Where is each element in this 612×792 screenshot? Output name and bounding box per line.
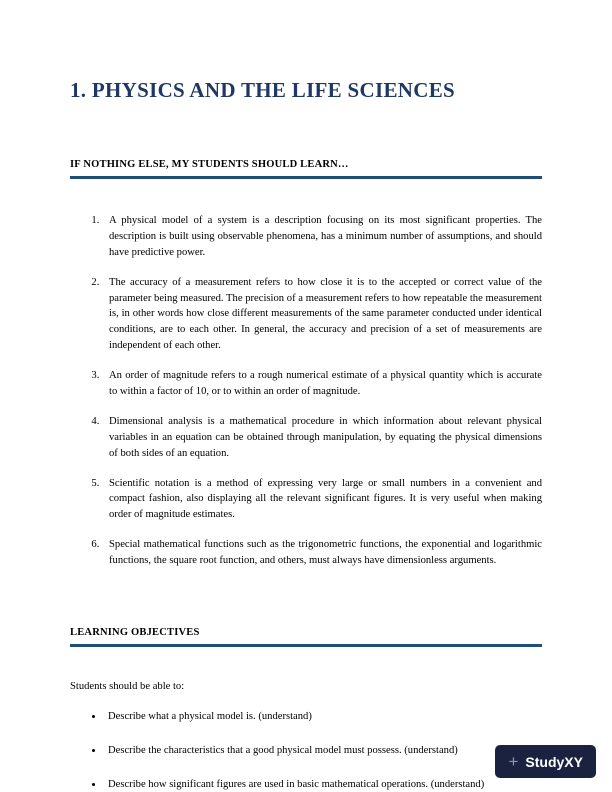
page-title: 1. PHYSICS AND THE LIFE SCIENCES <box>70 78 455 102</box>
objectives-list <box>70 710 542 792</box>
learn-item: 3. An order of magnitude refers to a rough numerical estimate of a physical quantity which is accurate to within a factor of 10, or to within an order of magnitude. <box>102 368 542 400</box>
plus-icon: + <box>508 752 519 771</box>
learn-item: 6. Special mathematical functions such as the trigonometric functions, the exponential and logarithmic functions, the square root function, and others, must always have dimensionless arguments. <box>102 537 542 569</box>
objective-item: • Describe the characteristics that a good physical model must possess. (understand) <box>104 744 542 759</box>
learn-item: 2. The accuracy of a measurement refers to how close it is to the accepted or correct value of the parameter being measured. The precision of a measurement refers to how repeatable the measurement is, in other words how close different measurements of the same parameter conducted under identical conditions, are to each other. In general, the accuracy and precision of a set of measurements are independent of each other. <box>102 275 542 354</box>
learn-item: 1. A physical model of a system is a description focusing on its most significant properties. The description is built using observable phenomena, has a minimum number of assumptions, and should have predictive power. <box>102 213 542 261</box>
objective-item: • Describe how significant figures are used in basic mathematical operations. (understand) <box>104 778 542 792</box>
section-heading-learning-objectives: LEARNING OBJECTIVES <box>70 627 542 647</box>
learn-item: 5. Scientific notation is a method of expressing very large or small numbers in a convenient and compact fashion, also displaying all the relevant significant figures. It is very useful when making order of magnitude estimates. <box>102 476 542 524</box>
objectives-intro: Students should be able to: <box>70 681 185 693</box>
objective-item: • Describe what a physical model is. (understand) <box>104 710 542 725</box>
learn-item: 4. Dimensional analysis is a mathematical procedure in which information about relevant physical variables in an equation can be obtained through manipulation, by equating the physical dimensions of both sides of an equation. <box>102 414 542 462</box>
section-heading-students-should-learn: IF NOTHING ELSE, MY STUDENTS SHOULD LEARN… <box>70 159 542 179</box>
studyxy-logo <box>495 745 596 778</box>
learn-list <box>70 213 542 569</box>
logo-text: StudyXY <box>525 753 583 770</box>
